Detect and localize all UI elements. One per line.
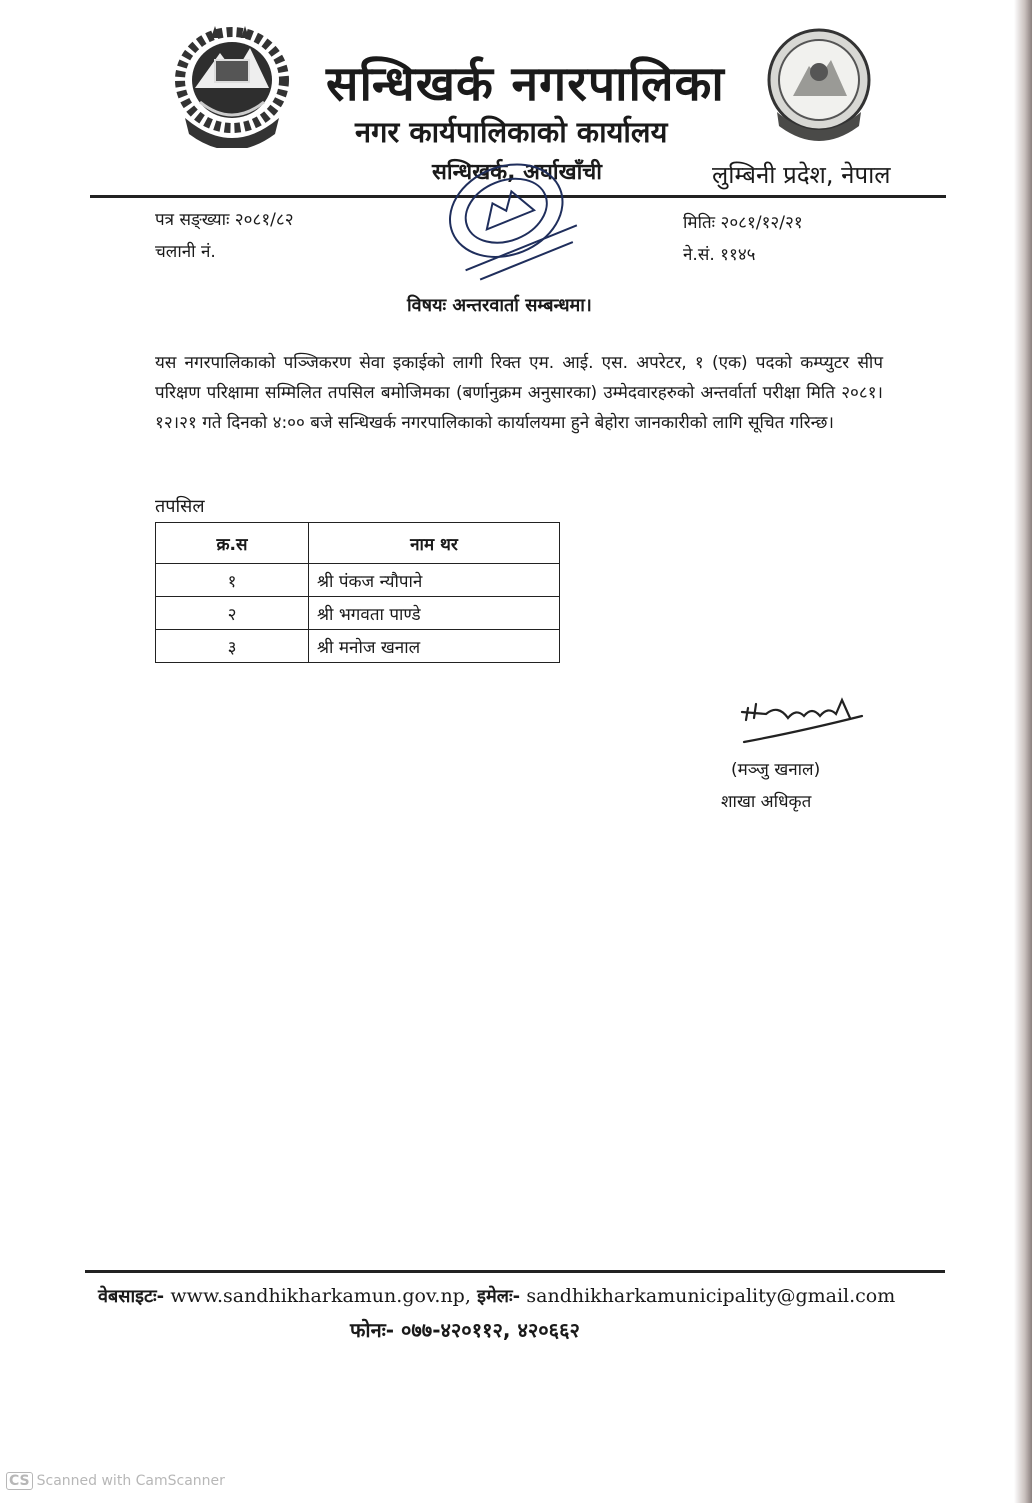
footer-contact-line	[98, 1284, 895, 1308]
letter-subject: विषयः अन्तरवार्ता सम्बन्धमा।	[407, 295, 592, 316]
page-title: सन्धिखर्क नगरपालिका	[326, 56, 725, 112]
signature-icon	[738, 694, 868, 750]
signatory-name: (मञ्जु खनाल)	[731, 760, 821, 780]
website-label: वेबसाइटः-	[98, 1286, 165, 1307]
candidate-table	[155, 522, 560, 663]
nepal-sambat-date: ने.सं. ११४५	[683, 245, 756, 265]
table-row	[156, 564, 560, 597]
signatory-title: शाखा अधिकृत	[721, 792, 812, 812]
row-name: श्री भगवता पाण्डे	[309, 597, 560, 630]
office-province: लुम्बिनी प्रदेश, नेपाल	[712, 161, 891, 189]
row-name: श्री मनोज खनाल	[309, 630, 560, 663]
column-header-sn: क्र.स	[156, 523, 309, 564]
row-sn: ३	[156, 630, 309, 663]
nepal-emblem-icon	[165, 18, 299, 148]
table-header-row	[156, 523, 560, 564]
office-stamp-icon	[430, 150, 590, 290]
scanner-text: Scanned with CamScanner	[36, 1473, 225, 1489]
footer-divider	[85, 1270, 945, 1273]
table-row	[156, 630, 560, 663]
letter-date: मितिः २०८१/१२/२१	[683, 213, 803, 233]
camscanner-logo-icon: CS	[6, 1472, 33, 1490]
dispatch-number: चलानी नं.	[155, 242, 216, 262]
letter-number: पत्र सङ्ख्याः २०८१/८२	[155, 210, 294, 230]
letter-body: यस नगरपालिकाको पञ्जिकरण सेवा इकाईको लागी रिक्त एम. आई. एस. अपरेटर, १ (एक) पदको कम्प्युटर सीप परिक्षण परिक्षामा सम्मिलित तपसिल बमोजिमका (बर्णानुक्रम अनुसारका) उम्मेदवारहरुको अन्तर्वार्ता परीक्षा मिति २०८१।१२।२१ गते दिनको ४:०० बजे सन्धिखर्क नगरपालिकाको कार्यालयमा हुने बेहोरा जानकारीको लागि सूचित गरिन्छ।	[155, 353, 883, 433]
table-row	[156, 597, 560, 630]
office-place: सन्धिखर्क, अर्घाखाँची	[432, 160, 602, 185]
row-sn: २	[156, 597, 309, 630]
municipality-logo-icon	[763, 26, 875, 144]
office-subtitle: नगर कार्यपालिकाको कार्यालय	[355, 115, 668, 149]
column-header-name: नाम थर	[309, 523, 560, 564]
footer-phone: फोनः- ०७७-४२०११२, ४२०६६२	[350, 1318, 580, 1342]
details-label: तपसिल	[155, 496, 205, 517]
page-edge-shadow	[1014, 0, 1032, 1503]
scanner-watermark	[6, 1472, 225, 1490]
email-label: इमेलः-	[477, 1286, 521, 1307]
email-link[interactable]: sandhikharkamunicipality@gmail.com	[526, 1285, 896, 1307]
row-sn: १	[156, 564, 309, 597]
row-name: श्री पंकज न्यौपाने	[309, 564, 560, 597]
website-link[interactable]: www.sandhikharkamun.gov.np,	[170, 1285, 471, 1307]
